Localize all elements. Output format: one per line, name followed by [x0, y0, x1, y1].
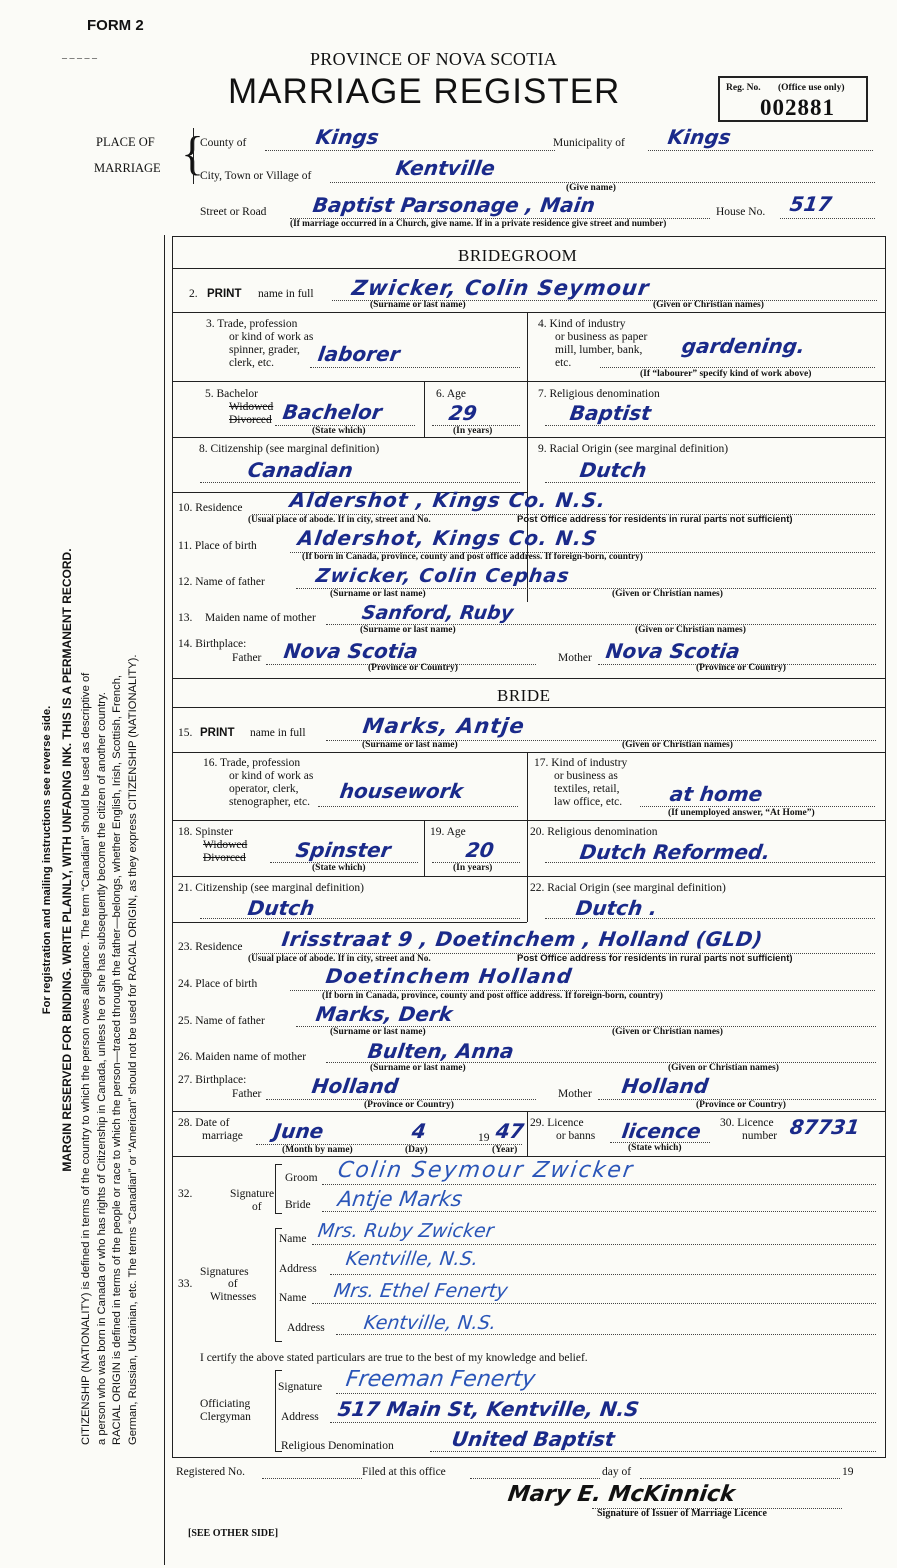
groom-in-years: (In years) — [453, 426, 493, 436]
witness-2-name: Mrs. Ethel Fenerty — [332, 1280, 510, 1302]
licence-type: licence — [620, 1119, 703, 1143]
licence-state-which: (State which) — [628, 1143, 682, 1153]
filed-label: Filed at this office — [362, 1466, 446, 1478]
groom-mother-label: Maiden name of mother — [205, 612, 316, 624]
bride-trade-label-1: 16. Trade, profession — [203, 757, 301, 769]
groom-surname-note: (Surname or last name) — [370, 300, 466, 310]
bride-bp-father-value: Holland — [310, 1074, 400, 1098]
street-value: Baptist Parsonage , Main — [311, 193, 597, 217]
signature-num: 32. — [178, 1188, 193, 1200]
bride-bp-father-note: (Province or Country) — [364, 1100, 454, 1110]
bride-name-label: name in full — [250, 727, 306, 739]
bride-status-value: Spinster — [294, 838, 393, 862]
bride-racial-label: 22. Racial Origin (see marginal definition) — [530, 882, 726, 894]
groom-mother-value: Sanford, Ruby — [360, 602, 515, 624]
street-note: (If marriage occurred in a Church, give name. If in a private residence give street and number) — [290, 219, 667, 229]
marriage-year-prefix: 19 — [478, 1132, 490, 1144]
bride-name-num: 15. — [178, 727, 193, 739]
county-value: Kings — [314, 125, 381, 149]
groom-status-widowed: Widowed — [229, 401, 274, 413]
county-label: County of — [200, 137, 247, 149]
groom-father-label: 12. Name of father — [178, 576, 265, 588]
marriage-day: 4 — [410, 1119, 428, 1143]
groom-residence-label: 10. Residence — [178, 502, 243, 514]
officiating-label: Officiating — [200, 1398, 251, 1410]
bride-residence-value: Irisstraat 9 , Doetinchem , Holland (GLD) — [280, 927, 765, 951]
groom-birth-note: (If born in Canada, province, county and post office address. If foreign-born, country) — [302, 552, 643, 562]
bride-father-given-note: (Given or Christian names) — [612, 1027, 723, 1037]
place-brace: { — [181, 127, 205, 180]
bride-age-label: 19. Age — [430, 826, 466, 838]
groom-residence-note-2: Post Office address for residents in rural parts not sufficient) — [517, 514, 793, 525]
bride-state-which: (State which) — [312, 863, 366, 873]
bride-father-surname-note: (Surname or last name) — [330, 1027, 426, 1037]
signature-label: Signature — [230, 1188, 275, 1200]
bride-mother-value: Bulten, Anna — [366, 1039, 516, 1063]
licence-number-label-2: number — [742, 1130, 778, 1142]
clergyman-label: Clergyman — [200, 1411, 251, 1423]
signature-bracket — [275, 1164, 282, 1214]
bride-residence-note-2: Post Office address for residents in rural parts not sufficient) — [517, 953, 793, 964]
groom-industry-label-1: 4. Kind of industry — [538, 318, 626, 330]
issuer-signature: Mary E. McKinnick — [506, 1482, 737, 1507]
witness-label-2: of — [228, 1278, 238, 1290]
reg-label: Reg. No. — [726, 83, 761, 93]
licence-number-label: 30. Licence — [720, 1117, 774, 1129]
clergy-religion-label: Religious Denomination — [281, 1440, 394, 1452]
municipality-value: Kings — [666, 125, 733, 149]
bride-industry-label-2: or business as — [554, 770, 618, 782]
groom-birthplace-label: 14. Birthplace: — [178, 638, 247, 650]
bride-religion-value: Dutch Reformed. — [578, 840, 772, 864]
groom-name-value: Zwicker, Colin Seymour — [350, 276, 652, 300]
groom-status-bachelor: 5. Bachelor — [205, 388, 259, 400]
margin-line-6: German, Russian, Ukrainian, etc. The terms “Canadian” or “American” should not be used for RACIAL ORIGIN, as they express CITIZENSHIP (NATIONALITY). — [126, 654, 139, 1445]
bride-bp-mother-value: Holland — [620, 1074, 710, 1098]
page-title: MARRIAGE REGISTER — [228, 72, 621, 111]
groom-father-value: Zwicker, Colin Cephas — [314, 565, 572, 587]
bride-trade-value: housework — [338, 779, 465, 803]
bride-citizenship-value: Dutch — [246, 896, 317, 920]
signature-of: of — [252, 1201, 262, 1213]
margin-line-1: For registration and mailing instructions see reverse side. — [41, 705, 53, 1015]
bride-unemployed-note: (If unemployed answer, “At Home”) — [668, 808, 815, 818]
bride-birthplace-label: 27. Birthplace: — [178, 1074, 247, 1086]
day-of-label: day of — [602, 1466, 632, 1478]
w2-name-label: Name — [279, 1292, 307, 1304]
street-label: Street or Road — [200, 206, 267, 218]
licence-label: 29. Licence — [530, 1117, 584, 1129]
bride-birth-label: 24. Place of birth — [178, 978, 258, 990]
bride-name-value: Marks, Antje — [361, 714, 527, 738]
municipality-label: Municipality of — [553, 137, 625, 149]
groom-trade-label-3: spinner, grader, — [229, 344, 300, 356]
bride-trade-label-4: stenographer, etc. — [229, 796, 310, 808]
witness-1-name: Mrs. Ruby Zwicker — [316, 1220, 496, 1242]
registered-label: Registered No. — [176, 1466, 245, 1478]
house-label: House No. — [716, 206, 766, 218]
give-name-note: (Give name) — [566, 183, 616, 193]
bride-bp-father-label: Father — [232, 1088, 262, 1100]
groom-trade-value: laborer — [316, 342, 402, 366]
bride-trade-label-2: or kind of work as — [229, 770, 314, 782]
groom-mother-num: 13. — [178, 612, 193, 624]
bride-birth-note: (If born in Canada, province, county and post office address. If foreign-born, country) — [322, 991, 663, 1001]
witness-2-address: Kentville, N.S. — [362, 1312, 498, 1334]
bride-trade-label-3: operator, clerk, — [229, 783, 299, 795]
groom-signature: Colin Seymour Zwicker — [336, 1158, 636, 1183]
bride-bp-mother-note: (Province or Country) — [696, 1100, 786, 1110]
groom-bp-mother-note: (Province or Country) — [696, 663, 786, 673]
date-label: 28. Date of — [178, 1117, 230, 1129]
groom-birth-label: 11. Place of birth — [178, 540, 257, 552]
bride-father-value: Marks, Derk — [314, 1002, 455, 1026]
bride-mother-surname-note: (Surname or last name) — [370, 1063, 466, 1073]
groom-racial-label: 9. Racial Origin (see marginal definition) — [538, 443, 729, 455]
licence-number: 87731 — [788, 1115, 862, 1139]
groom-labourer-note: (If “labourer” specify kind of work above) — [640, 369, 812, 379]
groom-industry-label-4: etc. — [555, 357, 572, 369]
groom-bp-father-note: (Province or Country) — [368, 663, 458, 673]
place-heading-1: PLACE OF — [96, 135, 155, 149]
witness-num: 33. — [178, 1278, 193, 1290]
groom-given-note: (Given or Christian names) — [653, 300, 764, 310]
groom-trade-label-1: 3. Trade, profession — [206, 318, 298, 330]
groom-trade-label-4: clerk, etc. — [229, 357, 275, 369]
bride-given-note: (Given or Christian names) — [622, 740, 733, 750]
reg-number-box — [718, 76, 868, 122]
groom-status-value: Bachelor — [281, 400, 384, 424]
groom-mother-given-note: (Given or Christian names) — [635, 625, 746, 635]
city-label: City, Town or Village of — [200, 170, 312, 182]
groom-sig-label: Groom — [285, 1172, 318, 1184]
margin-line-2: MARGIN RESERVED FOR BINDING. WRITE PLAINLY, WITH UNFADING INK. THIS IS A PERMANENT RECORD. — [59, 548, 74, 1172]
groom-racial-value: Dutch — [578, 458, 649, 482]
bride-name-print: PRINT — [200, 727, 235, 739]
bride-residence-note-1: (Usual place of abode. If in city, street and No. — [248, 954, 431, 964]
w1-name-label: Name — [279, 1233, 307, 1245]
groom-age-value: 29 — [447, 401, 479, 425]
groom-religion-label: 7. Religious denomination — [538, 388, 660, 400]
city-value: Kentville — [394, 156, 497, 180]
certify-text: I certify the above stated particulars are true to the best of my knowledge and belief. — [200, 1352, 588, 1364]
groom-industry-label-2: or business as paper — [555, 331, 648, 343]
groom-mother-surname-note: (Surname or last name) — [360, 625, 456, 635]
date-label-2: marriage — [202, 1130, 243, 1142]
groom-citizenship-value: Canadian — [246, 458, 355, 482]
bride-religion-label: 20. Religious denomination — [530, 826, 658, 838]
witness-1-address: Kentville, N.S. — [344, 1248, 480, 1270]
groom-name-label: name in full — [258, 288, 314, 300]
groom-age-label: 6. Age — [436, 388, 467, 400]
margin-line-5: RACIAL ORIGIN is defined in terms of the people or race to which the person—traced through the father—belongs, whether English, Irish, Scottish, French, — [111, 674, 123, 1445]
groom-industry-label-3: mill, lumber, bank, — [555, 344, 643, 356]
clergy-address: 517 Main St, Kentville, N.S — [336, 1397, 641, 1421]
bride-racial-value: Dutch . — [574, 896, 659, 920]
reg-office-note: (Office use only) — [778, 83, 845, 93]
bride-residence-label: 23. Residence — [178, 941, 243, 953]
groom-father-given-note: (Given or Christian names) — [612, 589, 723, 599]
bride-industry-label-3: textiles, retail, — [554, 783, 620, 795]
groom-name-num: 2. — [189, 288, 198, 300]
bride-industry-label-1: 17. Kind of industry — [534, 757, 628, 769]
clergy-religion: United Baptist — [450, 1427, 617, 1451]
groom-status-divorced: Divorced — [229, 414, 272, 426]
place-heading-2: MARRIAGE — [94, 161, 161, 175]
marriage-year: 47 — [494, 1119, 526, 1143]
bride-status-widowed: Widowed — [203, 839, 248, 851]
binding-rule — [164, 235, 165, 1565]
groom-bp-father-label: Father — [232, 652, 262, 664]
groom-citizenship-label: 8. Citizenship (see marginal definition) — [199, 443, 380, 455]
groom-birth-value: Aldershot, Kings Co. N.S — [296, 526, 600, 550]
marriage-month: June — [272, 1119, 326, 1143]
form-number: FORM 2 — [87, 17, 144, 34]
province-heading: PROVINCE OF NOVA SCOTIA — [310, 49, 558, 69]
groom-industry-value: gardening. — [680, 334, 807, 358]
bride-mother-label: 26. Maiden name of mother — [178, 1051, 307, 1063]
clergy-address-label: Address — [281, 1411, 319, 1423]
groom-bp-mother-label: Mother — [558, 652, 592, 664]
bride-father-label: 25. Name of father — [178, 1015, 265, 1027]
groom-residence-value: Aldershot , Kings Co. N.S. — [288, 488, 608, 512]
issuer-label: Signature of Issuer of Marriage Licence — [597, 1508, 767, 1519]
w2-address-label: Address — [287, 1322, 325, 1334]
month-note: (Month by name) — [282, 1145, 353, 1155]
house-value: 517 — [788, 192, 834, 216]
w1-address-label: Address — [279, 1263, 317, 1275]
groom-trade-label-2: or kind of work as — [229, 331, 314, 343]
groom-bp-mother-value: Nova Scotia — [604, 639, 742, 663]
margin-line-4: a person who was born in Canada or who has rights of Citizenship in Canada, unless he or she has subsequently become the citizen of another country. — [95, 692, 108, 1445]
margin-line-3: CITIZENSHIP (NATIONALITY) is defined in terms of the country to which the person owes allegiance. The term “Canadian” should be used as descriptive of — [80, 672, 92, 1445]
bride-industry-label-4: law office, etc. — [554, 796, 623, 808]
reg-number: 002881 — [760, 95, 835, 120]
bride-status-divorced: Divorced — [203, 852, 246, 864]
clergy-signature-label: Signature — [278, 1381, 323, 1393]
bride-status-spinster: 18. Spinster — [178, 826, 233, 838]
groom-religion-value: Baptist — [568, 401, 653, 425]
clergy-signature: Freeman Fenerty — [344, 1367, 537, 1392]
licence-label-2: or banns — [556, 1130, 596, 1142]
day-note: (Day) — [405, 1145, 428, 1155]
bride-heading: BRIDE — [497, 686, 551, 705]
groom-father-surname-note: (Surname or last name) — [330, 589, 426, 599]
bride-birth-value: Doetinchem Holland — [324, 964, 574, 988]
bride-in-years: (In years) — [453, 863, 493, 873]
witness-label-3: Witnesses — [210, 1291, 257, 1303]
groom-bp-father-value: Nova Scotia — [282, 639, 420, 663]
binding-margin-text — [40, 0, 141, 1460]
header-dash: – – – – – — [62, 53, 97, 64]
groom-state-which: (State which) — [312, 426, 366, 436]
groom-name-print: PRINT — [207, 288, 242, 300]
bride-citizenship-label: 21. Citizenship (see marginal definition) — [178, 882, 364, 894]
bride-sig-label: Bride — [285, 1199, 311, 1211]
bridegroom-heading: BRIDEGROOM — [458, 246, 578, 265]
bride-surname-note: (Surname or last name) — [362, 740, 458, 750]
bride-signature: Antje Marks — [336, 1187, 464, 1211]
year-note: (Year) — [492, 1145, 518, 1155]
bride-industry-value: at home — [668, 782, 765, 806]
see-other-side: [SEE OTHER SIDE] — [188, 1528, 279, 1539]
bride-mother-given-note: (Given or Christian names) — [668, 1063, 779, 1073]
footer-year-prefix: 19 — [842, 1466, 854, 1478]
groom-residence-note-1: (Usual place of abode. If in city, street and No. — [248, 515, 431, 525]
bride-bp-mother-label: Mother — [558, 1088, 592, 1100]
witness-label-1: Signatures — [200, 1266, 249, 1278]
bride-age-value: 20 — [464, 838, 496, 862]
